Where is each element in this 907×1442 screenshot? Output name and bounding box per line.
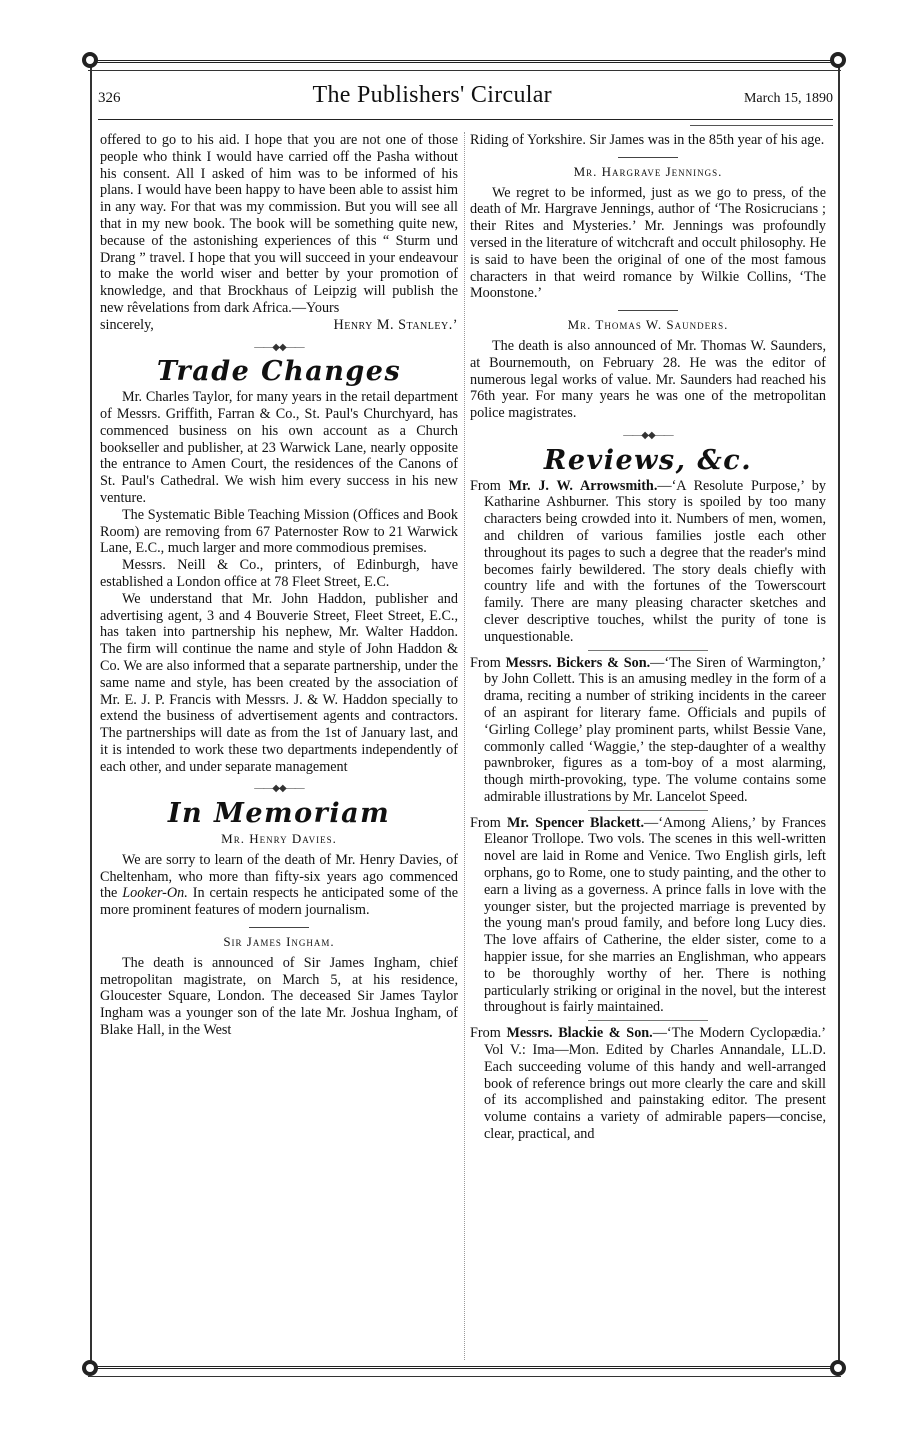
review-publisher: Mr. J. W. Arrowsmith. xyxy=(508,477,658,494)
running-header xyxy=(98,82,833,112)
trade-changes-heading: Trade Changes xyxy=(156,356,402,388)
header-rule-short xyxy=(690,125,833,126)
left-border-rule xyxy=(90,58,92,1372)
obituary-heading-davies: Mr. Henry Davies. xyxy=(221,831,337,847)
top-border-rule xyxy=(88,60,841,63)
issue-date: March 15, 1890 xyxy=(743,91,833,106)
corner-ornament-icon xyxy=(82,1360,98,1376)
bottom-border-rule-inner xyxy=(88,1376,841,1377)
header-rule xyxy=(98,119,833,120)
in-memoriam-heading: In Memoriam xyxy=(167,798,391,830)
review-entry: From Mr. Spencer Blackett.—‘Among Aliens,’ by Frances Eleanor Trollope. Two vols. The scenes in this well-written novel are laid in Rome and Venice. Two English girls, left orphans, go to Rome, one to study painting, and the other to earn a living as a governess. A prince falls in love with the younger sister, but the projected marriage is prevented by the young man's proud family, and before long Lucy dies. The love affairs of Catherine, the elder sister, come to a happier issue, for she marries an Englishman, who appears to be thoroughly worthy of her. There is nothing particularly striking or original in the novel, but the interest throughout is fairly maintained. xyxy=(470,814,826,1016)
review-entry: From Messrs. Blackie & Son.—‘The Modern Cyclopædia.’ Vol V.: Ima—Mon. Edited by Charles Annandale, LL.D. Each succeeding volume of this handy and well-arranged book of reference brings out more clearly the care and skill of its accomplished and painstaking editor. The present volume contains a variety of admirable papers—concise, clear, practical, and xyxy=(470,1025,826,1143)
trade-paragraph: Mr. Charles Taylor, for many years in the retail department of Messrs. Griffith, Farran & Co., St. Paul's Churchyard, has commenced business on his own account as a Church bookseller and publisher, at 23 Warwick Lane, nearly opposite the entrance to Amen Court, the residences of the Canons of St. Paul's Cathedral. We wish him every success in his new venture. xyxy=(100,389,458,506)
corner-ornament-icon xyxy=(830,1360,846,1376)
obituary-heading-jennings: Mr. Hargrave Jennings. xyxy=(573,163,723,179)
section-separator xyxy=(618,310,678,311)
bottom-border-rule xyxy=(88,1366,841,1369)
section-separator xyxy=(249,927,309,928)
obituary-paragraph-ingham-continued: Riding of Yorkshire. Sir James was in the 85th year of his age. xyxy=(470,132,825,148)
trade-paragraph: The Systematic Bible Teaching Mission (Offices and Book Room) are removing from 67 Paternoster Row to 21 Warwick Lane, E.C., much larger and more commodious premises. xyxy=(100,506,458,557)
trade-paragraph: We understand that Mr. John Haddon, publisher and advertising agent, 3 and 4 Bouverie Street, Fleet Street, E.C., has taken into partnership his nephew, Mr. Walter Haddon. The firm will continue the name and style of John Haddon & Co. We are also informed that a separate partnership, under the same name and style, has been created by the association of Mr. E. J. P. Francis with Messrs. J. & W. Haddon specially to extend the business of advertisement agents and contractors. The partnerships will date as from the 1st of January last, and it is intended to work these two departments independently of each other, and under separate management xyxy=(100,590,458,775)
section-separator: ——◆◆—— xyxy=(623,429,673,441)
letter-paragraph: offered to go to his aid. I hope that you are not one of those people who think I would have carried off the Pasha without his consent. All I asked of him was to be informed of his plans. I would have been happy to have been able to assist him in any way. For that was my commission. But you will see all that in my new book. The book will be something quite new, because of the astonishing experiences of this “ Sturm und Drang ” travel. I hope that you will succeed in your endeavour to make the world wiser and better by your promotion of knowledge, and that Brockhaus of Leipzig will publish the new rêvelations from dark Africa.—Yours xyxy=(100,132,458,316)
left-column xyxy=(100,132,458,1360)
letter-signature: Henry M. Stanley.’ xyxy=(333,316,458,333)
trade-paragraph: Messrs. Neill & Co., printers, of Edinburgh, have established a London office at 78 Fleet Street, E.C. xyxy=(100,557,458,590)
review-publisher: Mr. Spencer Blackett. xyxy=(507,814,645,831)
letter-signoff xyxy=(100,317,458,334)
review-separator xyxy=(588,1020,708,1021)
obituary-paragraph-davies: We are sorry to learn of the death of Mr. Henry Davies, of Cheltenham, who more than fifty-six years ago commenced the Looker-On. In certain respects he anticipated some of the more prominent features of modern journalism. xyxy=(100,851,458,919)
reviews-heading: Reviews, &c. xyxy=(543,444,753,476)
review-entry: From Mr. J. W. Arrowsmith.—‘A Resolute Purpose,’ by Katharine Ashburner. This story is spoiled by too many characters being crowded into it. Numbers of men, women, and children of various families jostle each other throughout its pages to such a degree that the reader's mind becomes fairly bewildered. The story deals chiefly with country life and with the fortunes of the Towerscourt family. There are many pleasing character sketches and clever descriptive touches, whilst the purity of tone is unquestionable. xyxy=(470,477,826,645)
obituary-heading-saunders: Mr. Thomas W. Saunders. xyxy=(567,317,729,333)
obituary-paragraph-saunders: The death is also announced of Mr. Thomas W. Saunders, at Bournemouth, on February 28. He was the editor of numerous legal works of value. Mr. Saunders had reached his 76th year. For many years he was one of the metropolitan police magistrates. xyxy=(470,337,826,422)
corner-ornament-icon xyxy=(830,52,846,68)
obituary-paragraph-jennings: We regret to be informed, just as we go to press, of the death of Mr. Hargrave Jennings, author of ‘The Rosicrucians ; their Rites and Mysteries.’ Mr. Jennings was profoundly versed in the literature of witchcraft and occult philosophy. He is said to have been the original of one of the most famous characters in that weird romance by Wilkie Collins, ‘The Moonstone.’ xyxy=(470,184,826,302)
review-publisher: Messrs. Blackie & Son. xyxy=(506,1025,653,1042)
letter-closing: sincerely, xyxy=(100,316,154,333)
review-entry: From Messrs. Bickers & Son.—‘The Siren of Warmington,’ by John Collett. This is an amusing medley in the form of a drama, reciting a number of striking incidents in the career of an aspirant for literary fame. Officials and pupils of ‘Girling College’ play prominent parts, whilst Bessie Vane, commonly called ‘Waggie,’ the step-daughter of a wealthy pawnbroker, figures as a tom-boy of a most alarming, though mirth-provoking, type. The volume contains some admirable illustrations by Mr. Lancelot Speed. xyxy=(470,654,826,805)
page-number: 326 xyxy=(98,90,121,106)
right-column xyxy=(470,132,826,1360)
publication-title: The Publishers' Circular xyxy=(312,82,552,108)
obituary-heading-ingham: Sir James Ingham. xyxy=(223,934,335,950)
column-divider xyxy=(464,132,465,1360)
section-separator xyxy=(618,157,678,158)
right-border-rule xyxy=(838,58,840,1372)
review-separator xyxy=(588,810,708,811)
review-publisher: Messrs. Bickers & Son. xyxy=(505,654,651,671)
obituary-paragraph-ingham: The death is announced of Sir James Ingham, chief metropolitan magistrate, on March 5, at his residence, Gloucester Square, London. The deceased Sir James Taylor Ingham was a younger son of the late Mr. Joshua Ingham, of Blake Hall, in the West xyxy=(100,954,458,1039)
section-separator: ——◆◆—— xyxy=(254,341,304,353)
review-separator xyxy=(588,650,708,651)
corner-ornament-icon xyxy=(82,52,98,68)
section-separator: ——◆◆—— xyxy=(254,783,304,795)
top-border-rule-inner xyxy=(88,70,841,71)
